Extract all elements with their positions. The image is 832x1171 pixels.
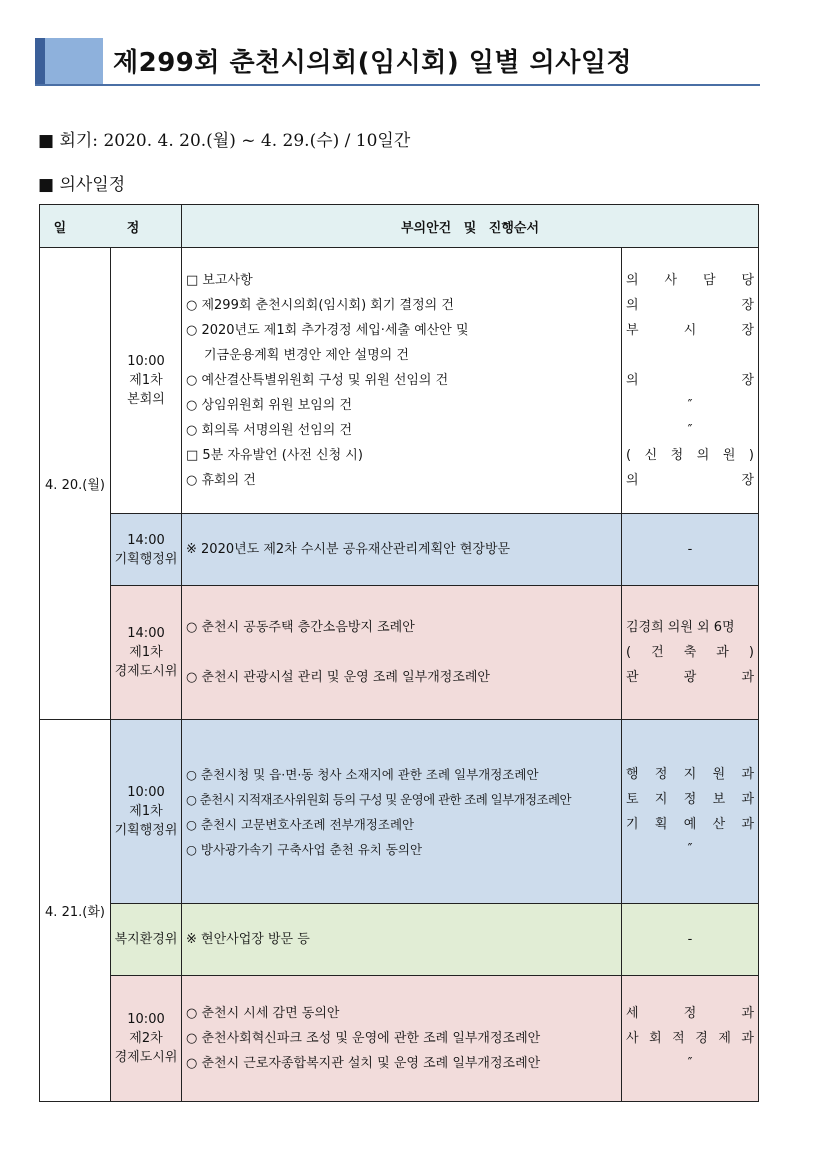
- responsible-char: 축: [683, 645, 697, 660]
- responsible-char: 신: [644, 448, 658, 463]
- responsible-char: 토: [626, 791, 639, 807]
- items-cell: [182, 586, 622, 720]
- agenda-item: ※ 현안사업장 방문 등: [186, 932, 310, 947]
- table-header-row: [40, 205, 759, 248]
- responsible-char: 과: [741, 1006, 754, 1021]
- responsible-char: 광: [683, 670, 697, 685]
- responsible-char: 원: [712, 766, 726, 782]
- responsible-cell: [622, 720, 759, 904]
- agenda-item: ○ 2020년도 제1회 추가경정 세입·세출 예산안 및: [186, 323, 469, 338]
- session-name-2: 경제도시위: [114, 1050, 178, 1065]
- session-time: 10:00: [127, 354, 165, 369]
- items-cell: [182, 248, 622, 514]
- agenda-item: ○ 휴회의 건: [186, 473, 256, 488]
- date-cell: 4. 21.(화): [40, 720, 111, 1102]
- responsible-char: 정: [683, 791, 697, 807]
- responsible-char: (: [626, 448, 632, 463]
- agenda-item: ※ 2020년도 제2차 수시분 공유재산관리계획안 현장방문: [186, 542, 511, 557]
- responsible-char: 장: [741, 323, 754, 338]
- responsible-char: 정: [654, 766, 668, 782]
- responsible-text: [626, 268, 754, 293]
- responsible-char: 회: [649, 1031, 662, 1046]
- session-name: 기획행정위: [114, 551, 178, 567]
- agenda-item: [186, 640, 617, 665]
- responsible-char: 과: [716, 645, 729, 660]
- items-cell: [182, 514, 622, 586]
- session-time: 14:00: [127, 532, 165, 548]
- responsible-char: 시: [683, 323, 697, 338]
- responsible-char: 장: [741, 473, 755, 488]
- responsible-text: [626, 418, 754, 443]
- agenda-item: ○ 방사광가속기 구축사업 춘천 유치 동의안: [186, 841, 423, 857]
- agenda-item: ○ 춘천시 시세 감면 동의안: [186, 1006, 340, 1021]
- responsible-text: [626, 787, 754, 812]
- responsible-char: 기: [626, 816, 639, 832]
- responsible-text: [626, 343, 754, 368]
- responsible-char: ): [748, 645, 754, 660]
- responsible-text: [626, 1001, 754, 1026]
- header-date: 일 정: [40, 205, 182, 248]
- responsible-char: 부: [626, 323, 639, 338]
- responsible-char: (: [626, 645, 632, 660]
- items-cell: [182, 976, 622, 1102]
- responsible-char: 산: [712, 816, 726, 832]
- responsible-text: [626, 665, 754, 690]
- session-name-2: 본회의: [127, 392, 165, 407]
- table-row: [40, 514, 759, 586]
- responsible-cell: [622, 248, 759, 514]
- responsible-text: [626, 468, 754, 493]
- responsible-text: -: [687, 542, 693, 557]
- title-bar: [35, 38, 760, 86]
- responsible-char: 지: [654, 791, 668, 807]
- responsible-text: -: [687, 932, 693, 947]
- session-name: 제1차: [129, 373, 163, 388]
- agenda-item: □ 보고사항: [186, 273, 253, 288]
- responsible-cell: [622, 904, 759, 976]
- schedule-table: [39, 204, 759, 1102]
- session-name: 제1차: [129, 804, 163, 819]
- session-cell: [111, 586, 182, 720]
- responsible-char: 담: [702, 273, 716, 288]
- responsible-char: 제: [718, 1031, 731, 1046]
- table-row: [40, 248, 759, 514]
- session-time: 14:00: [127, 626, 165, 641]
- responsible-char: 과: [741, 816, 754, 832]
- table-row: [40, 586, 759, 720]
- table-row: [40, 904, 759, 976]
- title-accent-dark: [35, 38, 45, 84]
- responsible-char: 의: [626, 298, 639, 313]
- responsible-char: ″: [687, 398, 693, 413]
- responsible-char: 경: [695, 1031, 708, 1046]
- agenda-item: ○ 춘천시청 및 읍·면·동 청사 소재지에 관한 조례 일부개정조례안: [186, 766, 539, 782]
- responsible-char: 예: [683, 816, 697, 832]
- session-period: ■ 회기: 2020. 4. 20.(월) ~ 4. 29.(수) / 10일간: [38, 131, 411, 151]
- session-name-2: 기획행정위: [114, 823, 178, 838]
- agenda-item: ○ 춘천시 공동주택 층간소음방지 조례안: [186, 620, 415, 635]
- agenda-heading: ■ 의사일정: [38, 175, 126, 195]
- responsible-char: 과: [741, 791, 754, 807]
- responsible-char: 의: [626, 273, 639, 288]
- responsible-char: 의: [626, 373, 639, 388]
- session-name-2: 경제도시위: [114, 664, 178, 679]
- title-accent-light: [45, 38, 103, 84]
- responsible-char: 장: [741, 373, 755, 388]
- session-cell: [111, 248, 182, 514]
- responsible-text: [626, 762, 754, 787]
- responsible-char: 관: [626, 670, 639, 685]
- responsible-char: 정: [683, 1006, 697, 1021]
- responsible-text: [626, 1026, 754, 1051]
- responsible-char: ″: [687, 1056, 693, 1071]
- agenda-item: ○ 춘천시 지적재조사위원회 등의 구성 및 운영에 관한 조례 일부개정조례안: [186, 791, 571, 807]
- items-cell: [182, 904, 622, 976]
- responsible-text: [626, 318, 754, 343]
- responsible-char: 보: [712, 791, 726, 807]
- responsible-char: 건: [651, 645, 664, 660]
- agenda-item: ○ 춘천시 근로자종합복지관 설치 및 운영 조례 일부개정조례안: [186, 1056, 541, 1071]
- session-cell: [111, 514, 182, 586]
- responsible-char: 의: [696, 448, 710, 463]
- responsible-char: 당: [741, 273, 755, 288]
- responsible-char: 과: [741, 670, 754, 685]
- responsible-char: 과: [741, 1031, 754, 1046]
- responsible-text: [626, 837, 754, 862]
- responsible-text: 김경희 의원 외 6명: [626, 620, 735, 635]
- responsible-char: 원: [722, 448, 736, 463]
- items-cell: [182, 720, 622, 904]
- responsible-char: 청: [670, 448, 684, 463]
- responsible-text: [626, 640, 754, 665]
- responsible-cell: [622, 514, 759, 586]
- session-name: 제1차: [129, 645, 163, 660]
- session-time: 10:00: [127, 1012, 165, 1027]
- responsible-text: [626, 812, 754, 837]
- responsible-char: ″: [687, 841, 693, 857]
- session-name: 복지환경위: [114, 932, 178, 947]
- responsible-char: 지: [683, 766, 697, 782]
- responsible-text: [626, 393, 754, 418]
- agenda-item: ○ 춘천시 관광시설 관리 및 운영 조례 일부개정조례안: [186, 670, 490, 685]
- responsible-char: ): [748, 448, 754, 463]
- session-name: 제2차: [129, 1031, 163, 1046]
- responsible-char: 세: [626, 1006, 639, 1021]
- responsible-text: [626, 293, 754, 318]
- table-row: [40, 720, 759, 904]
- responsible-text: [626, 368, 754, 393]
- responsible-char: 과: [741, 766, 754, 782]
- responsible-cell: [622, 976, 759, 1102]
- agenda-item: ○ 춘천사회혁신파크 조성 및 운영에 관한 조례 일부개정조례안: [186, 1031, 541, 1046]
- page-title: 제299회 춘천시의회(임시회) 일별 의사일정: [113, 48, 633, 78]
- responsible-cell: [622, 586, 759, 720]
- agenda-item: ○ 상임위원회 위원 보임의 건: [186, 398, 353, 413]
- session-cell: [111, 720, 182, 904]
- agenda-item: □ 5분 자유발언 (사전 신청 시): [186, 448, 363, 463]
- responsible-char: 행: [626, 766, 639, 782]
- agenda-item: ○ 예산결산특별위원회 구성 및 위원 선임의 건: [186, 373, 449, 388]
- table-row: [40, 976, 759, 1102]
- responsible-char: 적: [672, 1031, 685, 1046]
- agenda-item: ○ 회의록 서명의원 선임의 건: [186, 423, 353, 438]
- agenda-item: ○ 제299회 춘천시의회(임시회) 회기 결정의 건: [186, 298, 454, 313]
- agenda-item: 기금운용계획 변경안 제안 설명의 건: [204, 348, 409, 363]
- responsible-char: 장: [741, 298, 755, 313]
- session-cell: [111, 904, 182, 976]
- date-cell: 4. 20.(월): [40, 248, 111, 720]
- responsible-char: 의: [626, 473, 639, 488]
- responsible-text: [626, 443, 754, 468]
- header-items: 부의안건 및 진행순서: [182, 205, 759, 248]
- responsible-char: ″: [687, 423, 693, 438]
- responsible-char: 사: [664, 273, 678, 288]
- agenda-item: ○ 춘천시 고문변호사조례 전부개정조례안: [186, 816, 415, 832]
- responsible-char: 사: [626, 1031, 639, 1046]
- responsible-text: [626, 1051, 754, 1076]
- session-time: 10:00: [127, 785, 165, 800]
- responsible-char: 획: [654, 816, 668, 832]
- session-cell: [111, 976, 182, 1102]
